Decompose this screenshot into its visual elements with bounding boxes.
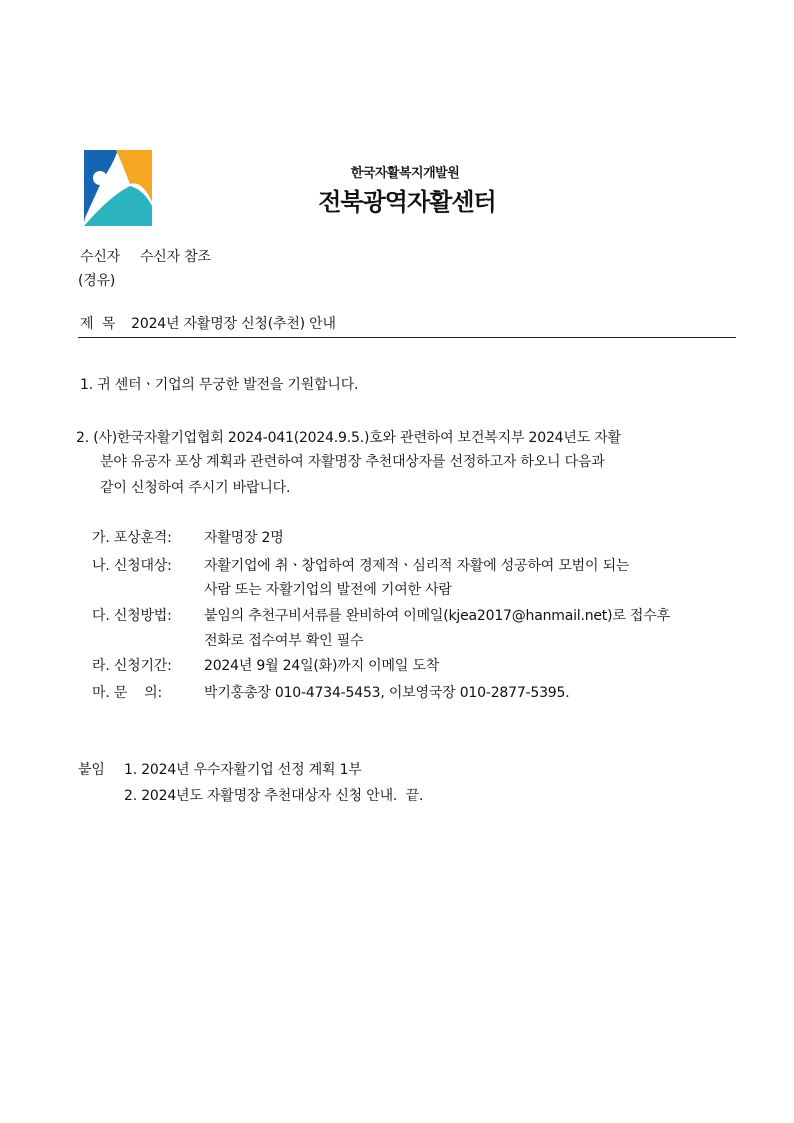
item-label-na: 나. 신청대상:	[92, 558, 172, 574]
organization-logo	[80, 150, 156, 228]
item-value-ra: 2024년 9월 24일(화)까지 이메일 도착	[204, 658, 440, 674]
item-label-ga: 가. 포상훈격:	[92, 530, 172, 546]
recipient-row	[80, 247, 211, 267]
paragraph-2-line-3: 같이 신청하여 주시기 바랍니다.	[100, 480, 291, 496]
item-label-ma: 마. 문 의:	[92, 685, 162, 701]
paragraph-1: 1. 귀 센터ㆍ기업의 무궁한 발전을 기원합니다.	[80, 377, 359, 393]
attachment-item-1: 1. 2024년 우수자활기업 선정 계획 1부	[124, 762, 362, 778]
subject-value: 2024년 자활명장 신청(추천) 안내	[131, 316, 336, 332]
item-label-ra: 라. 신청기간:	[92, 658, 172, 674]
subject-label: 제 목	[80, 316, 116, 332]
paragraph-2-line-1: 2. (사)한국자활기업협회 2024-041(2024.9.5.)호와 관련하여 보건복지부 2024년도 자활	[76, 430, 621, 446]
item-value-ga: 자활명장 2명	[204, 530, 284, 546]
item-value-da-1: 붙임의 추천구비서류를 완비하여 이메일(kjea2017@hanmail.net)로 접수후	[204, 608, 670, 624]
organization-subtitle: 한국자활복지개발원	[350, 166, 460, 181]
subject-divider	[78, 337, 736, 338]
item-value-da-2: 전화로 접수여부 확인 필수	[204, 633, 364, 649]
item-value-ma: 박기홍총장 010-4734-5453, 이보영국장 010-2877-5395.	[204, 685, 570, 701]
via-label: (경유)	[78, 273, 116, 289]
item-value-na-2: 사람 또는 자활기업의 발전에 기여한 사람	[204, 582, 452, 598]
paragraph-2-line-2: 분야 유공자 포상 계획과 관련하여 자활명장 추천대상자를 선정하고자 하오니 다음과	[100, 454, 605, 470]
attachment-item-2: 2. 2024년도 자활명장 추천대상자 신청 안내. 끝.	[124, 788, 424, 804]
item-label-da: 다. 신청방법:	[92, 608, 172, 624]
recipient-value: 수신자 참조	[139, 249, 211, 265]
logo-head-dot	[93, 171, 107, 185]
attachment-label: 붙임	[78, 762, 105, 778]
item-value-na-1: 자활기업에 취ㆍ창업하여 경제적ㆍ심리적 자활에 성공하여 모범이 되는	[204, 558, 630, 574]
organization-title: 전북광역자활센터	[318, 188, 496, 216]
subject-row	[80, 314, 336, 334]
recipient-label: 수신자	[80, 249, 120, 265]
